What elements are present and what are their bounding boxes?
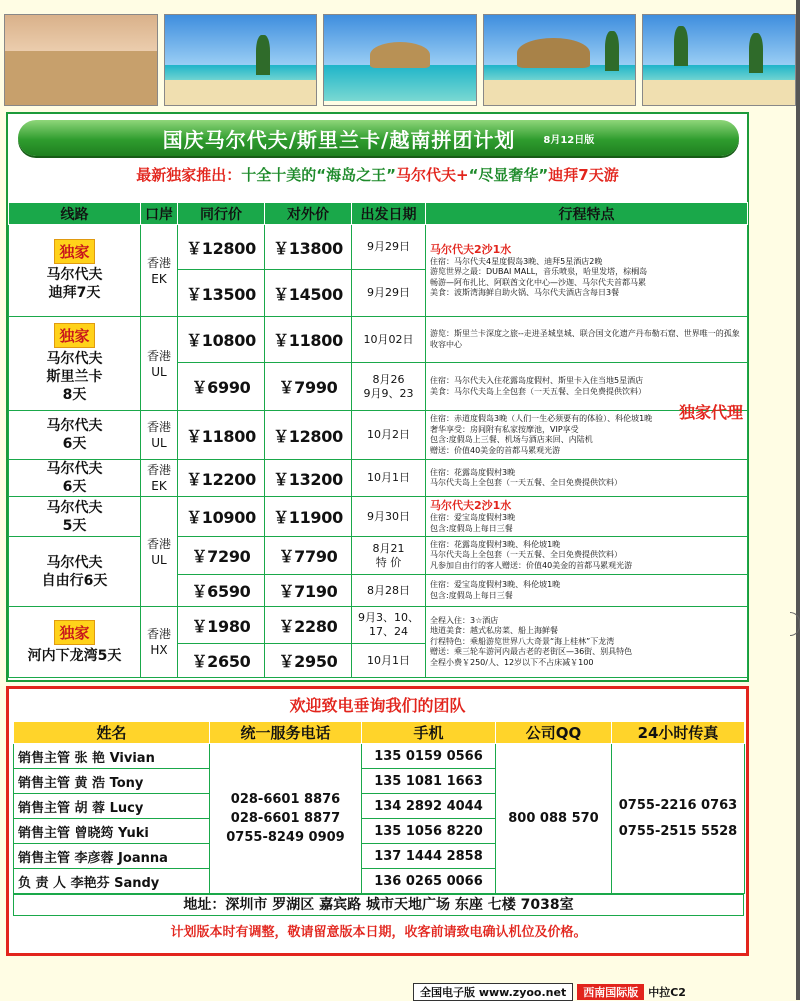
exclusive-tag: 独家 [54,239,94,264]
feature-text: 住宿：赤道度假岛3晚（人们一生必须要有的体验）、科伦坡1晚 奢华享受：房间附有私家按摩池，VIP享受 包含:度假岛上三餐、机场与酒店来回、内陆机 赠送：价值40美金的首都马累观光游 [430,414,653,455]
national-edition-link[interactable]: 全国电子版 www.zyoo.net [413,983,573,1001]
exclusive-tag: 独家 [54,620,94,645]
feature-cell [426,403,748,460]
feature-text: 住宿：马尔代夫4星度假岛3晚、迪拜5星酒店2晚 游览世界之最：DUBAI MALL，音乐喷泉，哈里发塔，棕榈岛 畅游—阿布扎比、阿联酋文化中心—沙迦、马尔代夫首都马累 美食：波斯湾海鲜自助火锅、马尔代夫酒店含每日3餐 [430,256,648,297]
southwest-edition-label: 西南国际版 [577,984,644,1000]
retail-price: ￥2280 [265,607,352,644]
photo-beach-palm [164,14,318,106]
retail-price: ￥7990 [265,363,352,411]
route-name: 马尔代夫 斯里兰卡 8天 [46,351,103,403]
table-row [9,607,748,644]
routes-header-row [9,203,748,225]
departure-date: 8月26 9月9、23 [352,363,426,411]
company-qq[interactable]: 800 088 570 [496,744,612,894]
port-cell: 香港 HX [141,607,178,678]
route-name: 马尔代夫 迪拜7天 [46,267,103,301]
peer-price: ￥12200 [178,460,265,497]
exclusive-tag: 独家 [54,323,94,348]
promo-mid2: 马尔代夫+ [396,166,469,184]
mobile-number[interactable]: 135 0159 0566 [362,744,496,769]
departure-date: 10月1日 [352,644,426,678]
route-name: 河内下龙湾5天 [27,647,122,664]
service-phone[interactable]: 028-6601 8876 [230,792,341,807]
col-header: 姓名 [14,722,210,744]
promo-suffix: 迪拜7天游 [548,166,619,184]
version-label: 8月12日版 [543,134,595,146]
promo-mid3: “尽显奢华” [468,166,549,184]
retail-price: ￥7790 [265,537,352,575]
peer-price: ￥2650 [178,644,265,678]
retail-price: ￥13800 [265,225,352,270]
plan-title-banner [18,120,739,156]
route-cell [9,225,141,317]
retail-price: ￥7190 [265,575,352,607]
staff-name: 销售主管 李彦蓉 Joanna [14,844,210,869]
staff-name: 销售主管 张 艳 Vivian [14,744,210,769]
feature-cell: 住宿：爱宝岛度假村3晚、科伦坡1晚 包含:度假岛上每日三餐 [426,575,748,607]
feature-highlight: 马尔代夫2沙1水 [430,499,512,512]
peer-price: ￥10800 [178,317,265,363]
col-header: 出发日期 [352,203,426,225]
tour-plan-panel [6,112,749,682]
service-phone[interactable]: 028-6601 8877 [230,811,341,826]
retail-price: ￥11900 [265,497,352,537]
route-cell [9,607,141,678]
fax-numbers [612,744,745,894]
feature-cell: 全程入住：3☆酒店 地道美食：越式私房菜、船上海鲜餐 行程特色：乘船游览世界八大奇景“海上桂林”下龙湾 赠送：乘三轮车游河内最古老的老街区—36街、别具特色 全程小费￥250/人、12岁以下不占床减￥100 [426,607,748,678]
promo-line [8,164,747,185]
team-contact-panel [6,686,749,956]
port-cell: 香港 UL [141,317,178,411]
mobile-number[interactable]: 135 1081 1663 [362,769,496,794]
table-row [9,497,748,537]
retail-price: ￥12800 [265,411,352,460]
feature-cell [426,225,748,317]
service-phones [210,744,362,894]
route-name: 马尔代夫 6天 [9,460,141,497]
staff-name: 销售主管 黄 浩 Tony [14,769,210,794]
port-cell: 香港 EK [141,225,178,317]
mobile-number[interactable]: 134 2892 4044 [362,794,496,819]
table-row [14,744,745,769]
departure-date: 9月29日 [352,270,426,317]
port-cell: 香港 UL [141,411,178,460]
mobile-number[interactable]: 137 1444 2858 [362,844,496,869]
peer-price: ￥12800 [178,225,265,270]
feature-cell: 游览：斯里兰卡深度之旅--走进圣城皇城、联合国文化遗产丹布勒石窟、世界唯一的孤象收容中心 [426,317,748,363]
contacts-table [13,721,745,894]
table-row [9,460,748,497]
feature-cell: 住宿：花露岛度假村3晚、科伦坡1晚 马尔代夫岛上全包套（一天五餐、全日免费提供饮料） 凡参加自由行的客人赠送：价值40美金的首都马累观光游 [426,537,748,575]
exclusive-agent-label: 独家代理 [678,403,743,422]
staff-name: 负 责 人 李艳芬 Sandy [14,869,210,894]
col-header: 手机 [362,722,496,744]
footer [413,984,686,1000]
departure-date: 8月28日 [352,575,426,607]
feature-cell: 住宿：花露岛度假村3晚 马尔代夫岛上全包套（一天五餐、全日免费提供饮料） [426,460,748,497]
staff-name: 销售主管 胡 蓉 Lucy [14,794,210,819]
col-header: 24小时传真 [612,722,745,744]
feature-text: 住宿：爱宝岛度假村3晚 包含:度假岛上每日三餐 [430,513,516,533]
route-name: 马尔代夫 自由行6天 [9,537,141,607]
col-header: 对外价 [265,203,352,225]
fax-number[interactable]: 0755-2216 0763 [618,797,738,813]
table-row [9,317,748,363]
plan-title: 国庆马尔代夫/斯里兰卡/越南拼团计划 [162,127,516,152]
peer-price: ￥7290 [178,537,265,575]
staff-name: 销售主管 曾晓筠 Yuki [14,819,210,844]
port-cell: 香港 EK [141,460,178,497]
peer-price: ￥1980 [178,607,265,644]
departure-date: 9月3、10、 17、24 [352,607,426,644]
retail-price: ￥13200 [265,460,352,497]
retail-price: ￥14500 [265,270,352,317]
col-header: 行程特点 [426,203,748,225]
table-row [9,225,748,270]
col-header: 口岸 [141,203,178,225]
peer-price: ￥6590 [178,575,265,607]
photo-overwater-villa [323,14,477,106]
feature-cell: 住宿：马尔代夫入住花露岛度假村、斯里卡入住当地5星酒店 美食：马尔代夫岛上全包套（一天五餐、全日免费提供饮料） [426,363,748,411]
mobile-number[interactable]: 135 1056 8220 [362,819,496,844]
col-header: 同行价 [178,203,265,225]
col-header: 公司QQ [496,722,612,744]
route-cell [9,317,141,411]
peer-price: ￥6990 [178,363,265,411]
departure-date: 9月29日 [352,225,426,270]
photo-beach-hut [483,14,637,106]
departure-date: 9月30日 [352,497,426,537]
service-phone[interactable]: 0755-8249 0909 [226,830,345,845]
fax-number[interactable]: 0755-2515 5528 [618,823,738,839]
col-header: 统一服务电话 [210,722,362,744]
photo-strip [0,14,800,106]
retail-price: ￥11800 [265,317,352,363]
departure-date: 10月02日 [352,317,426,363]
route-name: 马尔代夫 6天 [9,411,141,460]
contacts-header-row [14,722,745,744]
port-cell: 香港 UL [141,497,178,607]
promo-prefix: 最新独家推出： [136,166,242,184]
departure-date: 8月21 特 价 [352,537,426,575]
address-line: 地址：深圳市 罗湖区 嘉宾路 城市天地广场 东座 七楼 7038室 [13,894,744,916]
page-edge [796,0,800,1000]
promo-mid1: 十全十美的“海岛之王” [241,166,396,184]
photo-pyramid [4,14,158,106]
photo-resort-palms [642,14,796,106]
route-name: 马尔代夫 5天 [9,497,141,537]
retail-price: ￥2950 [265,644,352,678]
team-title: 欢迎致电垂询我们的团队 [289,695,466,715]
peer-price: ￥11800 [178,411,265,460]
col-header: 线路 [9,203,141,225]
peer-price: ￥13500 [178,270,265,317]
feature-cell [426,497,748,537]
mobile-number[interactable]: 136 0265 0066 [362,869,496,894]
page-number: 中拉C2 [648,986,686,999]
routes-table [8,202,748,678]
table-row [9,411,748,460]
version-notice: 计划版本时有调整，敬请留意版本日期，收客前请致电确认机位及价格。 [170,925,587,940]
feature-highlight: 马尔代夫2沙1水 [430,242,512,256]
peer-price: ￥10900 [178,497,265,537]
departure-date: 10月2日 [352,411,426,460]
departure-date: 10月1日 [352,460,426,497]
table-row [9,537,748,575]
